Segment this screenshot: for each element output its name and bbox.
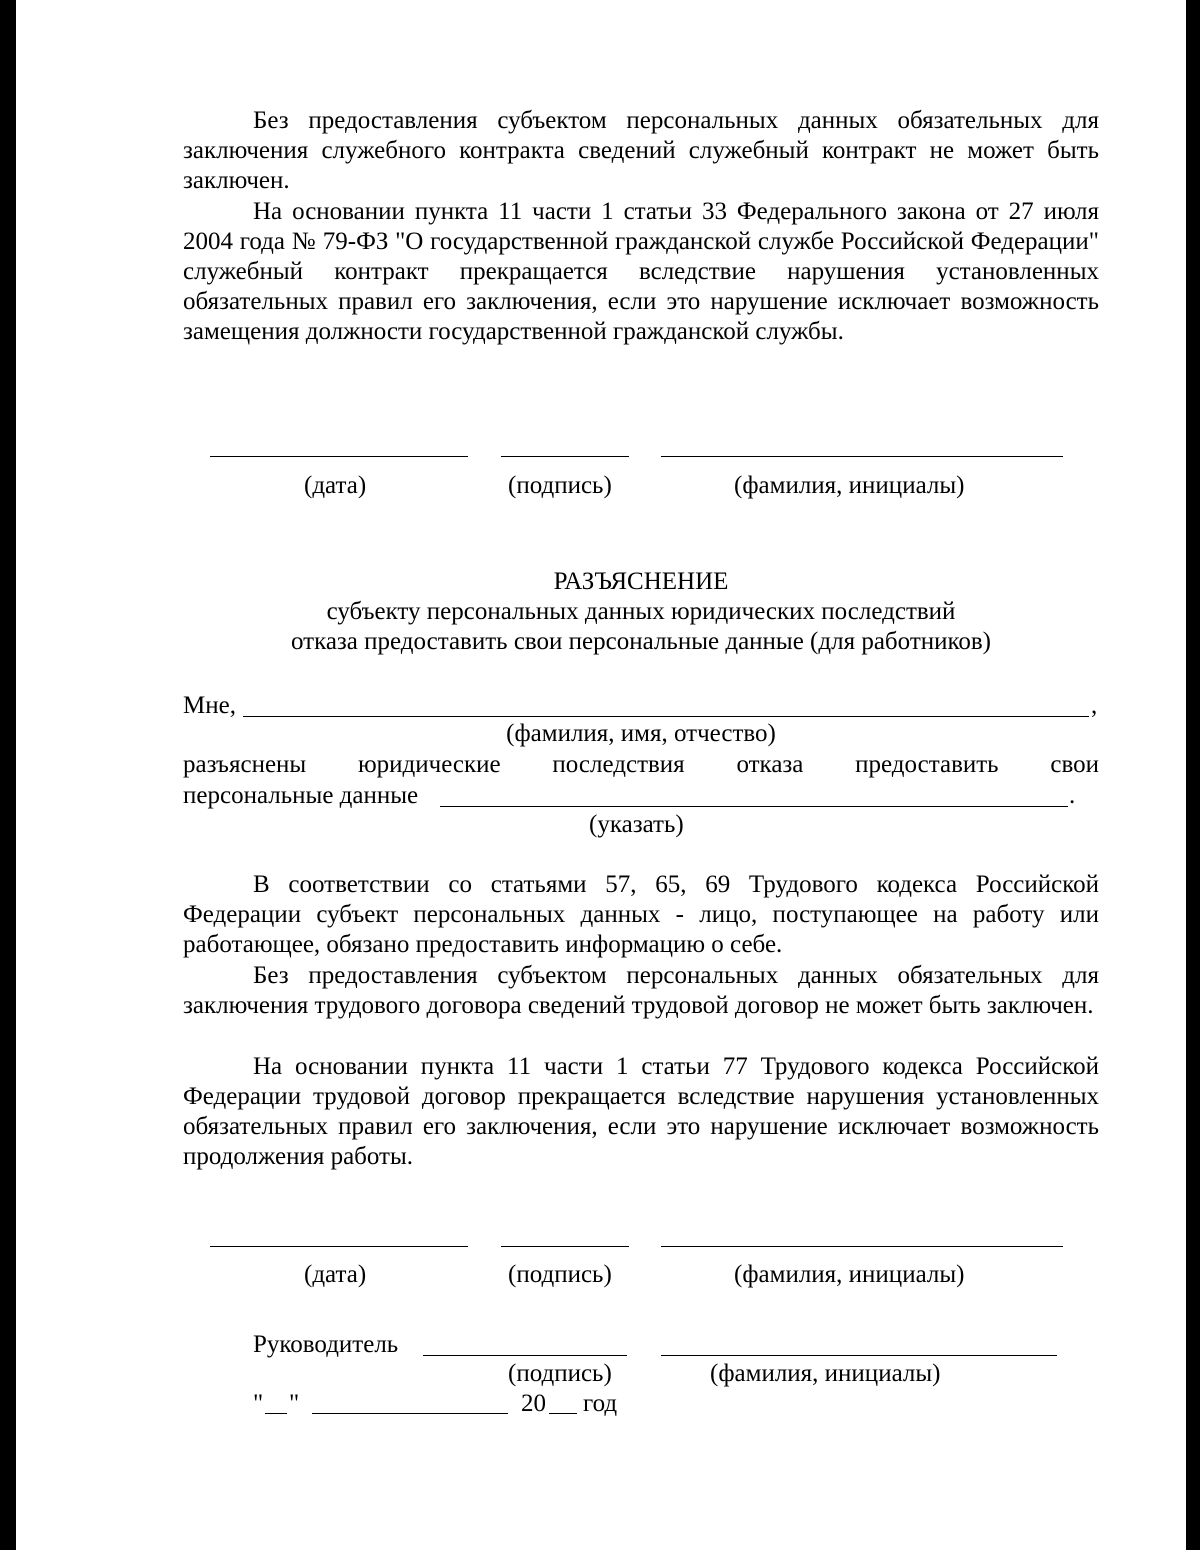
explanation-subtitle-line2: отказа предоставить свои персональные данные (для работников)	[290, 628, 992, 655]
explanation-title: РАЗЪЯСНЕНИЕ	[553, 568, 729, 595]
manager-name-hint: (фамилия, инициалы)	[710, 1360, 941, 1387]
explained-word: последствия	[552, 751, 685, 778]
explained-word: разъяснены	[183, 751, 307, 778]
specify-hint: (указать)	[589, 811, 684, 838]
date-quote-close: "	[289, 1390, 300, 1417]
signature-hint: (подпись)	[508, 472, 612, 499]
date-hint: (дата)	[304, 472, 367, 499]
name-hint: (фамилия, инициалы)	[734, 472, 965, 499]
personal-data-trailing-dot: .	[1069, 782, 1076, 809]
paragraph-labor-code: В соответствии со статьями 57, 65, 69 Трудового кодекса Российской Федерации субъект персональных данных - лицо, поступающее на работу или работающее, обязано предоставить информацию о себе.	[183, 871, 1099, 958]
manager-name-line	[661, 1355, 1057, 1356]
explained-word: предоставить	[855, 751, 999, 778]
year-line	[549, 1413, 577, 1414]
fio-line	[243, 716, 1089, 717]
paragraph-contract-requirement: Без предоставления субъектом персональных данных обязательных для заключения служебного контракта сведений служебный контракт не может быть заключен.	[183, 107, 1099, 194]
paragraph-labor-contract-termination: На основании пункта 11 части 1 статьи 77 Трудового кодекса Российской Федерации трудовой договор прекращается вследствие нарушения установленных обязательных правил его заключения, если это нарушение исключает возможность продолжения работы.	[183, 1053, 1099, 1170]
name-hint: (фамилия, инициалы)	[734, 1261, 965, 1288]
explanation-subtitle-line1: субъекту персональных данных юридических последствий	[326, 598, 956, 625]
explained-word: юридические	[357, 751, 501, 778]
year-prefix: 20	[521, 1390, 546, 1417]
date-line	[210, 1246, 468, 1247]
name-line	[661, 1246, 1063, 1247]
manager-signature-hint: (подпись)	[508, 1360, 612, 1387]
signature-line	[501, 1246, 629, 1247]
manager-label: Руководитель	[253, 1331, 399, 1358]
fio-hint: (фамилия, имя, отчество)	[506, 720, 776, 747]
scan-border-right	[1186, 0, 1200, 1550]
manager-signature-line	[423, 1355, 627, 1356]
scan-border-left	[0, 0, 16, 1550]
paragraph-labor-contract-requirement: Без предоставления субъектом персональных данных обязательных для заключения трудового договора сведений трудовой договор не может быть заключен.	[183, 962, 1099, 1019]
day-line	[265, 1413, 287, 1414]
year-suffix: год	[583, 1390, 618, 1417]
explained-word: свои	[1050, 751, 1099, 778]
name-line	[661, 456, 1063, 457]
signature-line	[501, 456, 629, 457]
personal-data-label: персональные данные	[183, 782, 419, 809]
explained-line	[183, 751, 1099, 779]
date-hint: (дата)	[304, 1261, 367, 1288]
me-label: Мне,	[183, 692, 236, 719]
date-quote-open: "	[253, 1390, 264, 1417]
explained-word: отказа	[736, 751, 804, 778]
me-trailing-comma: ,	[1091, 692, 1098, 719]
date-line	[210, 456, 468, 457]
specify-line	[440, 806, 1068, 807]
signature-hint: (подпись)	[508, 1261, 612, 1288]
month-line	[312, 1413, 508, 1414]
paragraph-contract-termination: На основании пункта 11 части 1 статьи 33 Федерального закона от 27 июля 2004 года № 79-ФЗ "О государственной гражданской службе Российской Федерации" служебный контракт прекращается вследствие нарушения установленных обязательных правил его заключения, если это нарушение исключает возможность замещения должности государственной гражданской службы.	[183, 198, 1099, 345]
